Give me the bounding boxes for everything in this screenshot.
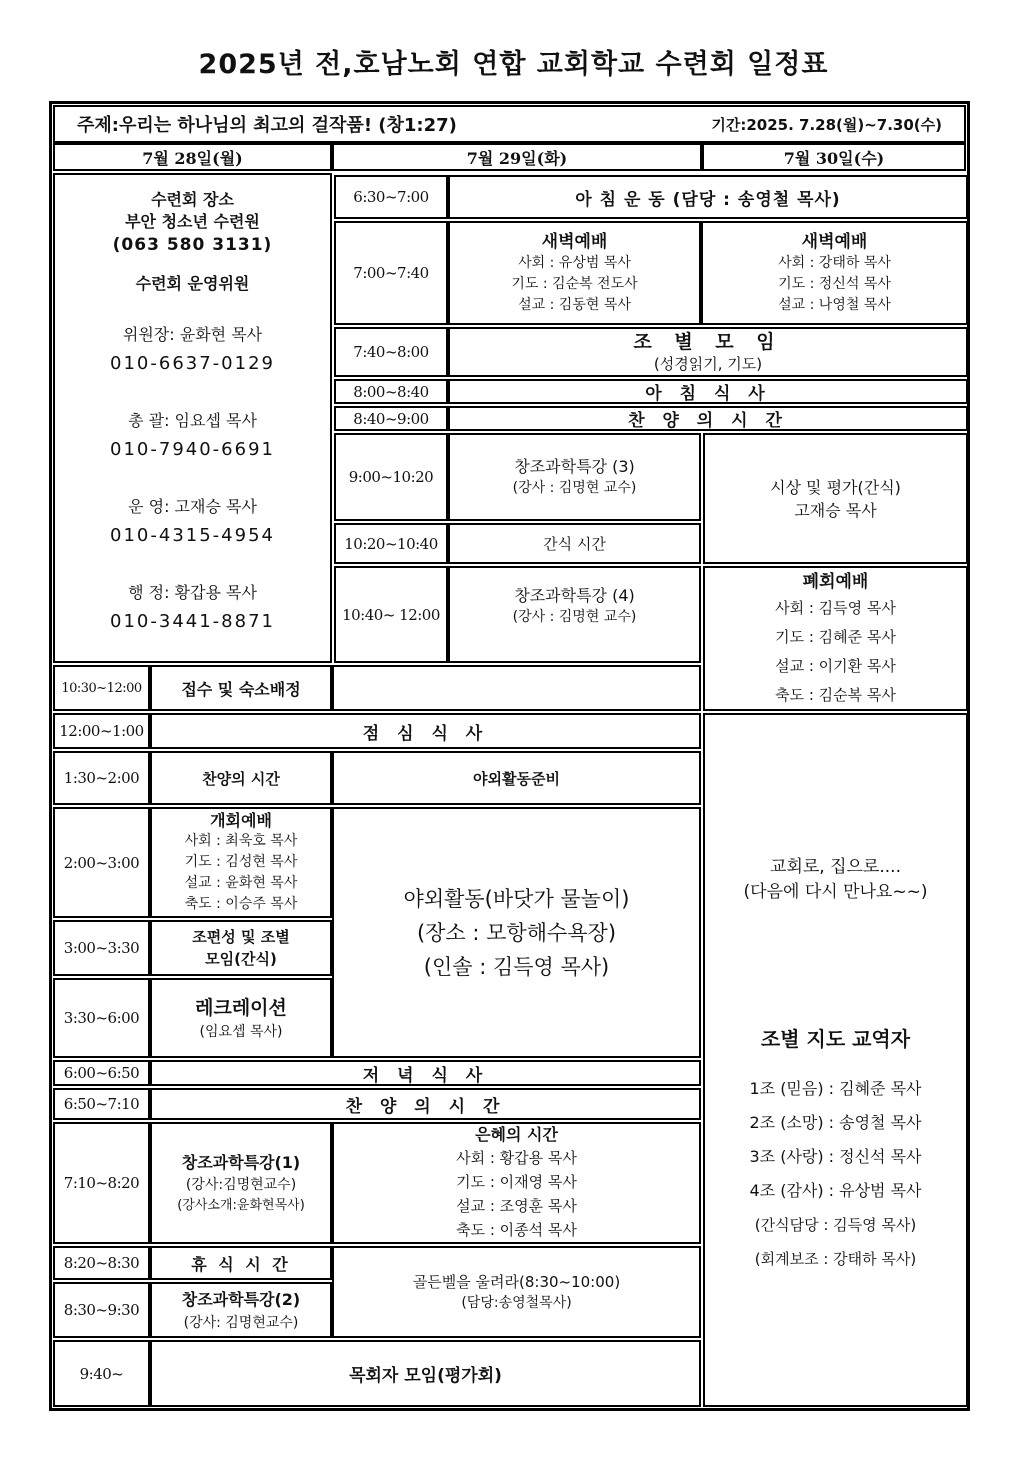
info-block bbox=[53, 173, 332, 663]
time-0900: 9:00~10:20 bbox=[334, 433, 448, 521]
leader-item: 2조 (소망) : 송영철 목사 bbox=[749, 1113, 922, 1132]
leader-item: (간식담당 : 김득영 목사) bbox=[754, 1216, 917, 1234]
time-0830: 8:30~9:30 bbox=[53, 1282, 150, 1338]
wed-dawn-service bbox=[701, 221, 968, 325]
tue-dawn-line: 설교 : 김동현 목사 bbox=[518, 296, 631, 313]
place-name: 부안 청소년 수련원 bbox=[125, 212, 260, 231]
registration: 접수 및 숙소배정 bbox=[150, 665, 332, 711]
outdoor-title: 야외활동(바닷가 물놀이) bbox=[403, 886, 630, 911]
operation: 운 영: 고재승 목사 bbox=[128, 497, 257, 516]
time-1020: 10:20~10:40 bbox=[334, 523, 448, 564]
place-phone: (063 580 3131) bbox=[112, 235, 273, 255]
outdoor-leader: (인솔 : 김득영 목사) bbox=[423, 954, 610, 979]
lecture-2-speaker: (강사: 김명현교수) bbox=[183, 1314, 299, 1331]
time-0800: 8:00~8:40 bbox=[334, 379, 448, 404]
lecture-3-title: 창조과학특강 (3) bbox=[514, 457, 635, 476]
time-0700: 7:00~7:40 bbox=[334, 221, 448, 325]
tue-dawn-title: 새벽예배 bbox=[541, 231, 608, 252]
time-0840: 8:40~9:00 bbox=[334, 406, 448, 431]
tue-dawn-line: 기도 : 김순복 전도사 bbox=[511, 275, 638, 292]
closing-line: 사회 : 김득영 목사 bbox=[775, 599, 896, 617]
outdoor-prep: 야외활동준비 bbox=[332, 751, 701, 805]
time-0600: 6:00~6:50 bbox=[53, 1060, 150, 1086]
leaders-title: 조별 지도 교역자 bbox=[760, 1027, 911, 1051]
day-header-mon: 7월 28일(월) bbox=[53, 143, 332, 171]
leader-item: 3조 (사랑) : 정신석 목사 bbox=[749, 1147, 922, 1166]
outdoor-activity bbox=[332, 807, 701, 1058]
lunch: 점 심 식 사 bbox=[150, 713, 701, 749]
opening-line: 설교 : 윤화현 목사 bbox=[184, 875, 298, 891]
wed-dawn-line: 설교 : 나영철 목사 bbox=[778, 296, 891, 313]
place-label: 수련회 장소 bbox=[151, 190, 234, 209]
farewell-sub: (다음에 다시 만나요~~) bbox=[743, 882, 928, 902]
registration-blank bbox=[332, 665, 701, 711]
time-0820: 8:20~8:30 bbox=[53, 1246, 150, 1280]
admin-phone: 010-3441-8871 bbox=[110, 611, 275, 632]
award-person: 고재승 목사 bbox=[794, 500, 877, 520]
leader-item: 1조 (믿음) : 김혜준 목사 bbox=[749, 1079, 922, 1098]
wed-dawn-line: 사회 : 강태하 목사 bbox=[778, 254, 891, 271]
grouping bbox=[150, 920, 332, 976]
committee-label: 수련회 운영위원 bbox=[135, 274, 250, 293]
opening-title: 개회예배 bbox=[210, 811, 272, 830]
page-title: 2025년 전,호남노회 연합 교회학교 수련회 일정표 bbox=[198, 49, 829, 80]
chair-phone: 010-6637-0129 bbox=[110, 353, 275, 374]
closing-title: 폐회예배 bbox=[802, 572, 869, 592]
grouping-line: 조편성 및 조별 bbox=[192, 928, 290, 946]
chair: 위원장: 윤화현 목사 bbox=[122, 325, 263, 344]
grace-line: 축도 : 이종석 목사 bbox=[456, 1221, 577, 1239]
lecture-4 bbox=[448, 566, 701, 663]
group-meeting-title: 조 별 모 임 bbox=[633, 331, 783, 353]
golden-bell-host: (담당:송영철목사) bbox=[461, 1294, 572, 1311]
group-meeting bbox=[448, 327, 968, 377]
grace-line: 기도 : 이재영 목사 bbox=[456, 1173, 577, 1191]
leader-item: 4조 (감사) : 유상범 목사 bbox=[749, 1181, 922, 1200]
farewell-leaders bbox=[703, 713, 968, 1407]
opening-line: 사회 : 최욱호 목사 bbox=[184, 833, 298, 849]
time-0300: 3:00~3:30 bbox=[53, 920, 150, 976]
lecture-1-speaker: (강사:김명현교수) bbox=[185, 1176, 297, 1193]
wed-dawn-line: 기도 : 정신석 목사 bbox=[778, 275, 891, 292]
operation-phone: 010-4315-4954 bbox=[110, 525, 275, 546]
time-0200: 2:00~3:00 bbox=[53, 807, 150, 918]
wed-dawn-title: 새벽예배 bbox=[801, 231, 868, 252]
theme-row bbox=[53, 105, 966, 143]
snack-time: 간식 시간 bbox=[448, 523, 701, 564]
evening-praise: 찬 양 의 시 간 bbox=[150, 1088, 701, 1120]
grace-line: 설교 : 조영훈 목사 bbox=[456, 1197, 577, 1215]
farewell-title: 교회로, 집으로.... bbox=[770, 857, 901, 877]
time-0740: 7:40~8:00 bbox=[334, 327, 448, 377]
admin: 행 정: 황갑용 목사 bbox=[128, 583, 257, 602]
time-1040: 10:40~ 12:00 bbox=[334, 566, 448, 663]
lecture-1 bbox=[150, 1122, 332, 1244]
lecture-1-title: 창조과학특강(1) bbox=[181, 1152, 301, 1172]
opening-line: 축도 : 이승주 목사 bbox=[184, 896, 298, 912]
opening-line: 기도 : 김성현 목사 bbox=[184, 854, 298, 870]
leader-item: (회계보조 : 강태하 목사) bbox=[754, 1250, 917, 1268]
lecture-4-title: 창조과학특강 (4) bbox=[514, 586, 635, 605]
lecture-3-speaker: (강사 : 김명현 교수) bbox=[512, 480, 637, 496]
lecture-2-title: 창조과학특강(2) bbox=[181, 1289, 301, 1309]
grace-title: 은혜의 시간 bbox=[475, 1125, 558, 1144]
tue-praise-time: 찬 양 의 시 간 bbox=[448, 406, 968, 431]
grouping-line: 모임(간식) bbox=[205, 950, 277, 968]
time-0940: 9:40~ bbox=[53, 1340, 150, 1407]
pastor-meeting: 목회자 모임(평가회) bbox=[150, 1340, 701, 1407]
closing-line: 기도 : 김혜준 목사 bbox=[775, 628, 896, 646]
general: 총 괄: 임요셉 목사 bbox=[128, 411, 257, 430]
golden-bell-title: 골든벨을 울려라(8:30~10:00) bbox=[412, 1272, 621, 1291]
time-0630: 6:30~7:00 bbox=[334, 175, 448, 219]
recreation bbox=[150, 978, 332, 1058]
group-meeting-sub: (성경읽기, 기도) bbox=[653, 355, 763, 373]
tue-dawn-service bbox=[448, 221, 701, 325]
opening-service bbox=[150, 807, 332, 918]
theme-text: 주제:우리는 하나님의 최고의 걸작품! (창1:27) bbox=[77, 115, 457, 136]
time-0130: 1:30~2:00 bbox=[53, 751, 150, 805]
award-evaluation bbox=[703, 433, 968, 564]
golden-bell bbox=[332, 1246, 701, 1338]
grace-line: 사회 : 황갑용 목사 bbox=[456, 1149, 577, 1167]
grace-time bbox=[332, 1122, 701, 1244]
lecture-3 bbox=[448, 433, 701, 521]
day-header-wed: 7월 30일(수) bbox=[702, 143, 966, 171]
closing-line: 축도 : 김순복 목사 bbox=[775, 686, 896, 704]
rest-time: 휴 식 시 간 bbox=[150, 1246, 332, 1280]
lecture-1-intro: (강사소개:윤화현목사) bbox=[177, 1197, 305, 1213]
time-1200: 12:00~1:00 bbox=[53, 713, 150, 749]
lecture-4-speaker: (강사 : 김명현 교수) bbox=[512, 609, 637, 625]
dinner: 저 녁 식 사 bbox=[150, 1060, 701, 1086]
outdoor-place: (장소 : 모항해수욕장) bbox=[416, 920, 617, 945]
period-text: 기간:2025. 7.28(월)~7.30(수) bbox=[711, 115, 942, 134]
day-header-tue: 7월 29일(화) bbox=[332, 143, 702, 171]
morning-exercise: 아 침 운 동 (담당 : 송영철 목사) bbox=[448, 175, 968, 219]
time-0650: 6:50~7:10 bbox=[53, 1088, 150, 1120]
praise-time: 찬양의 시간 bbox=[150, 751, 332, 805]
recreation-title: 레크레이션 bbox=[195, 996, 287, 1019]
recreation-leader: (임요셉 목사) bbox=[199, 1023, 283, 1040]
award-title: 시상 및 평가(간식) bbox=[770, 477, 901, 497]
general-phone: 010-7940-6691 bbox=[110, 439, 275, 460]
time-0710: 7:10~8:20 bbox=[53, 1122, 150, 1244]
tue-dawn-line: 사회 : 유상범 목사 bbox=[518, 254, 631, 271]
closing-service bbox=[703, 566, 968, 711]
time-0330: 3:30~6:00 bbox=[53, 978, 150, 1058]
lecture-2 bbox=[150, 1282, 332, 1338]
time-1030: 10:30~12:00 bbox=[53, 665, 150, 711]
closing-line: 설교 : 이기환 목사 bbox=[775, 657, 896, 675]
breakfast: 아 침 식 사 bbox=[448, 379, 968, 404]
